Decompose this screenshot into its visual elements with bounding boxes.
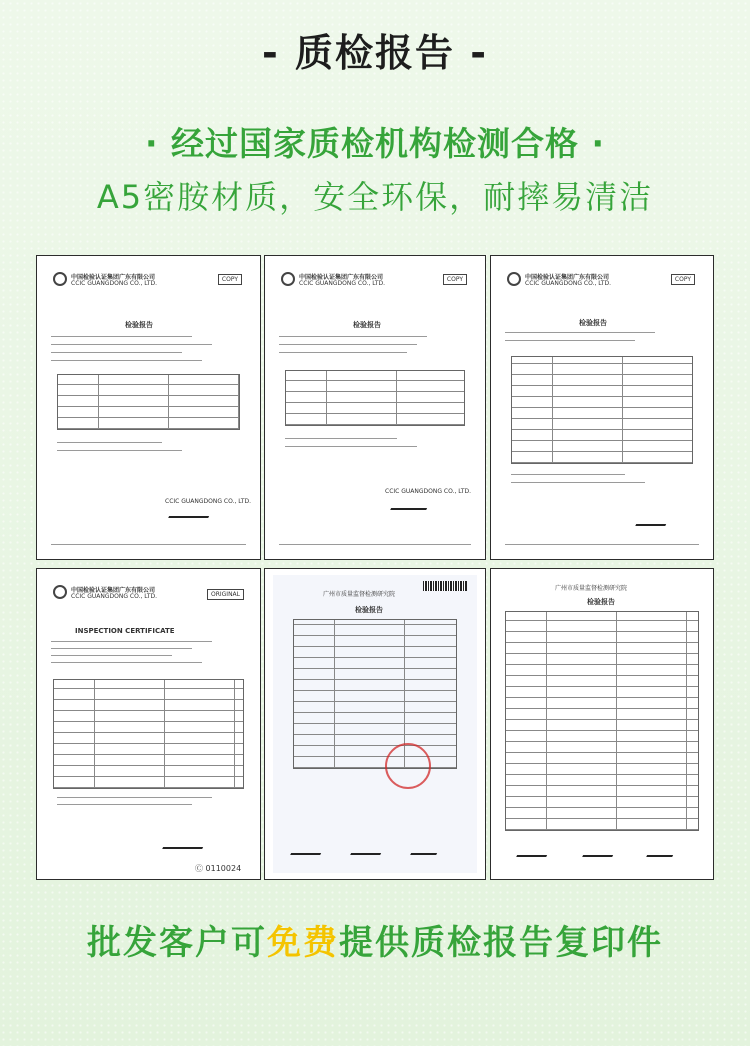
- report-document: [273, 575, 477, 873]
- report-card-1: [36, 255, 261, 560]
- signature: [646, 845, 678, 857]
- ccic-logo-icon: [53, 585, 67, 599]
- wholesale-note-prefix: 批发客户可: [87, 923, 267, 963]
- report-stamp-text: CCIC GUANGDONG CO., LTD.: [165, 498, 252, 505]
- official-seal: [385, 743, 431, 789]
- original-stamp: ORIGINAL: [207, 589, 244, 600]
- ccic-logo-icon: [507, 272, 521, 286]
- results-table: [53, 679, 244, 789]
- signature: [162, 837, 208, 849]
- report-document: [45, 575, 252, 873]
- report-document: [45, 262, 252, 553]
- report-document: [499, 262, 705, 553]
- copy-stamp: COPY: [671, 274, 695, 285]
- report-document: [273, 262, 477, 553]
- material-subline: A5密胺材质，安全环保，耐摔易清洁: [96, 178, 654, 216]
- ccic-logo-icon: [281, 272, 295, 286]
- ccic-logo-icon: [53, 272, 67, 286]
- report-heading: 检验报告: [587, 598, 615, 606]
- report-heading: 检验报告: [125, 321, 153, 329]
- results-table: [285, 370, 465, 426]
- barcode: [423, 581, 467, 591]
- report-heading: 检验报告: [355, 606, 383, 614]
- report-org: 中国检验认证集团广东有限公司: [71, 274, 156, 281]
- report-stamp-text: CCIC GUANGDONG CO., LTD.: [385, 488, 472, 495]
- report-org: 中国检验认证集团广东有限公司: [299, 274, 384, 281]
- signature: [635, 510, 672, 526]
- report-card-6: [490, 568, 714, 880]
- report-document: [499, 575, 705, 873]
- certificate-number: Ⓒ 0110024: [195, 864, 242, 873]
- wholesale-note: [0, 915, 750, 964]
- signature: [410, 843, 442, 855]
- copy-stamp: COPY: [443, 274, 467, 285]
- signature: [350, 843, 386, 855]
- report-org-en: CCIC GUANGDONG CO., LTD.: [71, 593, 158, 600]
- signature: [290, 843, 326, 855]
- results-table: [505, 611, 699, 831]
- wholesale-note-suffix: 提供质检报告复印件: [339, 923, 663, 963]
- signature: [390, 498, 432, 510]
- report-org: 广州市质量监督检测研究院: [323, 591, 396, 598]
- signature: [168, 506, 214, 518]
- copy-stamp: COPY: [218, 274, 242, 285]
- page-title: - 质检报告 -: [261, 31, 488, 75]
- free-highlight: 免费: [267, 923, 339, 963]
- info-table: [293, 619, 457, 769]
- signature: [582, 845, 618, 857]
- report-card-3: [490, 255, 714, 560]
- signature: [516, 845, 552, 857]
- report-org: 广州市质量监督检测研究院: [555, 585, 628, 592]
- report-card-5: [264, 568, 486, 880]
- report-heading: 检验报告: [353, 321, 381, 329]
- report-org-en: CCIC GUANGDONG CO., LTD.: [525, 280, 612, 287]
- report-card-4: [36, 568, 261, 880]
- report-heading: 检验报告: [579, 319, 607, 327]
- results-table: [511, 356, 693, 464]
- report-org: 中国检验认证集团广东有限公司: [71, 587, 156, 594]
- results-table: [57, 374, 240, 430]
- report-org: 中国检验认证集团广东有限公司: [525, 274, 610, 281]
- report-org-en: CCIC GUANGDONG CO., LTD.: [299, 280, 386, 287]
- report-card-2: [264, 255, 486, 560]
- certification-headline: · 经过国家质检机构检测合格 ·: [144, 124, 606, 163]
- report-heading: INSPECTION CERTIFICATE: [75, 627, 175, 635]
- report-org-en: CCIC GUANGDONG CO., LTD.: [71, 280, 158, 287]
